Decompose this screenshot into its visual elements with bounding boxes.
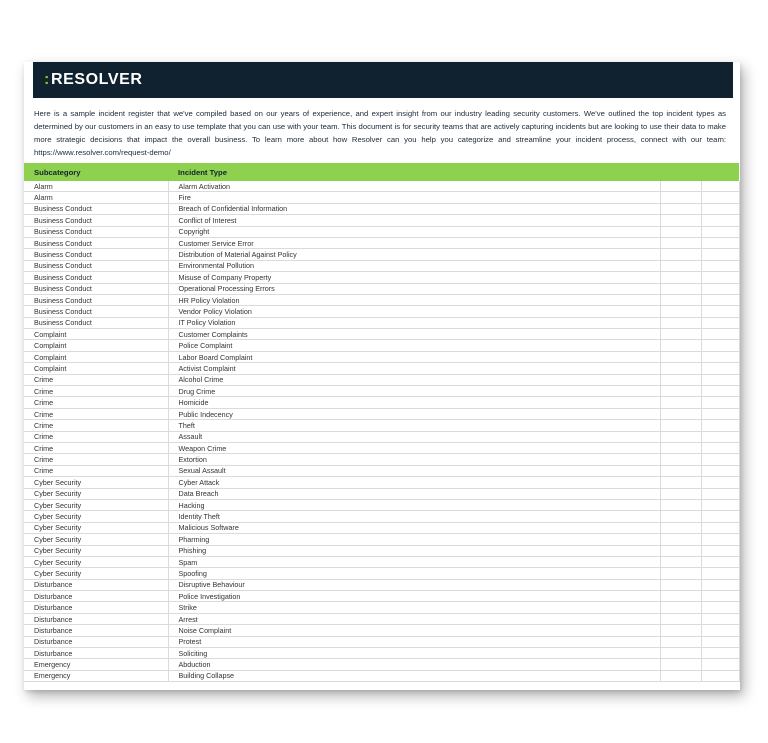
subcategory-cell: Business Conduct — [24, 283, 168, 294]
empty-cell — [701, 374, 739, 385]
subcategory-cell: Business Conduct — [24, 272, 168, 283]
table-row — [24, 181, 739, 192]
table-row — [24, 306, 739, 317]
empty-cell — [660, 408, 701, 419]
empty-cell — [660, 488, 701, 499]
table-row — [24, 454, 739, 465]
empty-cell — [660, 545, 701, 556]
incident-type-cell: Disruptive Behaviour — [168, 579, 660, 590]
table-row — [24, 591, 739, 602]
empty-cell — [701, 181, 739, 192]
table-body — [24, 181, 739, 682]
empty-cell — [660, 397, 701, 408]
empty-cell — [660, 294, 701, 305]
empty-cell — [660, 237, 701, 248]
empty-cell — [701, 420, 739, 431]
subcategory-cell: Business Conduct — [24, 306, 168, 317]
empty-cell — [701, 499, 739, 510]
table-row — [24, 602, 739, 613]
empty-cell — [701, 386, 739, 397]
incident-type-cell: Data Breach — [168, 488, 660, 499]
table-row — [24, 283, 739, 294]
table-row — [24, 203, 739, 214]
subcategory-cell: Crime — [24, 374, 168, 385]
table-row — [24, 351, 739, 362]
empty-cell — [701, 636, 739, 647]
table-row — [24, 408, 739, 419]
empty-cell — [701, 408, 739, 419]
subcategory-cell: Cyber Security — [24, 511, 168, 522]
incident-type-cell: Hacking — [168, 499, 660, 510]
incident-type-cell: Strike — [168, 602, 660, 613]
table-row — [24, 488, 739, 499]
incident-type-cell: Spam — [168, 556, 660, 567]
table-row — [24, 237, 739, 248]
subcategory-cell: Crime — [24, 431, 168, 442]
empty-cell — [660, 192, 701, 203]
empty-cell — [701, 477, 739, 488]
empty-cell — [660, 386, 701, 397]
subcategory-cell: Alarm — [24, 192, 168, 203]
empty-cell — [660, 260, 701, 271]
subcategory-cell: Crime — [24, 465, 168, 476]
empty-cell — [660, 249, 701, 260]
empty-cell — [701, 556, 739, 567]
incident-type-cell: Public Indecency — [168, 408, 660, 419]
table-row — [24, 363, 739, 374]
incident-type-cell: Pharming — [168, 534, 660, 545]
incident-type-cell: Police Investigation — [168, 591, 660, 602]
subcategory-cell: Alarm — [24, 181, 168, 192]
empty-cell — [660, 420, 701, 431]
table-row — [24, 397, 739, 408]
empty-cell — [701, 192, 739, 203]
subcategory-cell: Cyber Security — [24, 522, 168, 533]
subcategory-cell: Crime — [24, 420, 168, 431]
empty-cell — [701, 591, 739, 602]
empty-cell — [660, 511, 701, 522]
subcategory-cell: Business Conduct — [24, 237, 168, 248]
incident-type-cell: Activist Complaint — [168, 363, 660, 374]
subcategory-cell: Disturbance — [24, 602, 168, 613]
empty-cell — [660, 625, 701, 636]
subcategory-cell: Disturbance — [24, 636, 168, 647]
empty-cell — [701, 511, 739, 522]
table-row — [24, 215, 739, 226]
incident-type-cell: Soliciting — [168, 648, 660, 659]
subcategory-cell: Business Conduct — [24, 215, 168, 226]
incident-type-cell: Extortion — [168, 454, 660, 465]
empty-cell — [701, 659, 739, 670]
table-header-row — [24, 163, 739, 181]
incident-type-cell: Customer Complaints — [168, 329, 660, 340]
subcategory-cell: Disturbance — [24, 579, 168, 590]
subcategory-cell: Crime — [24, 454, 168, 465]
empty-cell — [701, 215, 739, 226]
subcategory-cell: Cyber Security — [24, 499, 168, 510]
empty-cell — [701, 454, 739, 465]
table-row — [24, 636, 739, 647]
empty-cell — [660, 465, 701, 476]
resolver-logo — [44, 72, 143, 88]
incident-type-cell: Distribution of Material Against Policy — [168, 249, 660, 260]
resolver-logo-banner — [33, 62, 733, 98]
incident-type-cell: Copyright — [168, 226, 660, 237]
empty-cell — [660, 215, 701, 226]
subcategory-cell: Crime — [24, 442, 168, 453]
subcategory-cell: Business Conduct — [24, 260, 168, 271]
empty-cell — [701, 613, 739, 624]
subcategory-cell: Cyber Security — [24, 534, 168, 545]
table-row — [24, 625, 739, 636]
table-row — [24, 613, 739, 624]
table-row — [24, 294, 739, 305]
subcategory-cell: Complaint — [24, 340, 168, 351]
empty-cell — [701, 351, 739, 362]
empty-cell — [660, 329, 701, 340]
table-row — [24, 522, 739, 533]
incident-type-cell: Police Complaint — [168, 340, 660, 351]
empty-cell — [701, 363, 739, 374]
incident-type-cell: Breach of Confidential Information — [168, 203, 660, 214]
empty-cell — [701, 534, 739, 545]
table-row — [24, 670, 739, 681]
empty-cell — [660, 306, 701, 317]
subcategory-cell: Crime — [24, 386, 168, 397]
table-row — [24, 260, 739, 271]
column-header-empty-1 — [660, 163, 701, 181]
empty-cell — [701, 488, 739, 499]
subcategory-cell: Cyber Security — [24, 568, 168, 579]
incident-type-cell: Sexual Assault — [168, 465, 660, 476]
incident-type-cell: Alcohol Crime — [168, 374, 660, 385]
empty-cell — [660, 556, 701, 567]
empty-cell — [660, 317, 701, 328]
empty-cell — [701, 294, 739, 305]
empty-cell — [660, 522, 701, 533]
empty-cell — [701, 465, 739, 476]
incident-type-cell: Arrest — [168, 613, 660, 624]
empty-cell — [701, 340, 739, 351]
subcategory-cell: Complaint — [24, 363, 168, 374]
empty-cell — [660, 283, 701, 294]
subcategory-cell: Disturbance — [24, 648, 168, 659]
empty-cell — [660, 659, 701, 670]
empty-cell — [660, 351, 701, 362]
table-row — [24, 499, 739, 510]
column-header-empty-2 — [701, 163, 739, 181]
table-row — [24, 442, 739, 453]
incident-type-cell: Protest — [168, 636, 660, 647]
incident-type-cell: Cyber Attack — [168, 477, 660, 488]
logo-colon-mark: : — [44, 71, 50, 88]
empty-cell — [701, 397, 739, 408]
empty-cell — [701, 602, 739, 613]
empty-cell — [660, 340, 701, 351]
empty-cell — [701, 249, 739, 260]
table-row — [24, 272, 739, 283]
empty-cell — [701, 329, 739, 340]
incident-type-cell: Alarm Activation — [168, 181, 660, 192]
empty-cell — [701, 317, 739, 328]
empty-cell — [660, 226, 701, 237]
empty-cell — [660, 534, 701, 545]
subcategory-cell: Cyber Security — [24, 488, 168, 499]
table-row — [24, 249, 739, 260]
empty-cell — [701, 442, 739, 453]
empty-cell — [660, 454, 701, 465]
incident-type-cell: Abduction — [168, 659, 660, 670]
table-row — [24, 465, 739, 476]
incident-type-cell: Misuse of Company Property — [168, 272, 660, 283]
empty-cell — [701, 226, 739, 237]
incident-type-cell: Noise Complaint — [168, 625, 660, 636]
subcategory-cell: Disturbance — [24, 625, 168, 636]
incident-type-cell: HR Policy Violation — [168, 294, 660, 305]
subcategory-cell: Business Conduct — [24, 203, 168, 214]
empty-cell — [660, 648, 701, 659]
empty-cell — [660, 579, 701, 590]
table-row — [24, 545, 739, 556]
empty-cell — [701, 260, 739, 271]
incident-type-cell: Identity Theft — [168, 511, 660, 522]
table-row — [24, 340, 739, 351]
column-header-incident-type: Incident Type — [168, 163, 660, 181]
subcategory-cell: Cyber Security — [24, 477, 168, 488]
incident-type-cell: IT Policy Violation — [168, 317, 660, 328]
subcategory-cell: Business Conduct — [24, 294, 168, 305]
empty-cell — [660, 568, 701, 579]
empty-cell — [660, 636, 701, 647]
empty-cell — [660, 442, 701, 453]
document-page — [24, 62, 740, 690]
intro-paragraph: Here is a sample incident register that we've compiled based on our years of experience, and expert insight from our industry leading security customers. We've outlined the top incident types as determined by our customers in an easy to use template that you can use with your team. This document is for security teams that are actively capturing incidents but are looking to use their data to make more strategic decisions that impact the overall business. To learn more about how Resolver can you help you categorize and streamline your incident process, connect with our team: https://www.resolver.com/request-demo/ — [34, 109, 726, 157]
empty-cell — [660, 363, 701, 374]
subcategory-cell: Crime — [24, 408, 168, 419]
empty-cell — [701, 203, 739, 214]
empty-cell — [701, 522, 739, 533]
incident-type-cell: Conflict of Interest — [168, 215, 660, 226]
incident-type-cell: Building Collapse — [168, 670, 660, 681]
subcategory-cell: Emergency — [24, 670, 168, 681]
table-row — [24, 659, 739, 670]
incident-type-cell: Drug Crime — [168, 386, 660, 397]
subcategory-cell: Cyber Security — [24, 545, 168, 556]
empty-cell — [660, 670, 701, 681]
table-row — [24, 511, 739, 522]
subcategory-cell: Cyber Security — [24, 556, 168, 567]
table-row — [24, 317, 739, 328]
incident-type-cell: Vendor Policy Violation — [168, 306, 660, 317]
incident-type-cell: Theft — [168, 420, 660, 431]
empty-cell — [701, 272, 739, 283]
table-row — [24, 477, 739, 488]
empty-cell — [660, 181, 701, 192]
incident-type-cell: Labor Board Complaint — [168, 351, 660, 362]
incident-type-cell: Operational Processing Errors — [168, 283, 660, 294]
incident-type-cell: Customer Service Error — [168, 237, 660, 248]
table-row — [24, 579, 739, 590]
table-row — [24, 431, 739, 442]
incident-type-cell: Homicide — [168, 397, 660, 408]
subcategory-cell: Complaint — [24, 351, 168, 362]
table-row — [24, 648, 739, 659]
empty-cell — [660, 431, 701, 442]
subcategory-cell: Complaint — [24, 329, 168, 340]
empty-cell — [701, 625, 739, 636]
empty-cell — [660, 272, 701, 283]
incident-type-cell: Fire — [168, 192, 660, 203]
incident-type-cell: Environmental Pollution — [168, 260, 660, 271]
empty-cell — [660, 499, 701, 510]
subcategory-cell: Disturbance — [24, 613, 168, 624]
table-row — [24, 420, 739, 431]
subcategory-cell: Disturbance — [24, 591, 168, 602]
empty-cell — [701, 568, 739, 579]
empty-cell — [660, 613, 701, 624]
table-row — [24, 192, 739, 203]
empty-cell — [701, 283, 739, 294]
empty-cell — [701, 306, 739, 317]
table-row — [24, 556, 739, 567]
subcategory-cell: Emergency — [24, 659, 168, 670]
subcategory-cell: Business Conduct — [24, 226, 168, 237]
incident-register-table — [24, 163, 740, 682]
empty-cell — [660, 602, 701, 613]
table-row — [24, 386, 739, 397]
empty-cell — [701, 237, 739, 248]
empty-cell — [701, 545, 739, 556]
table-row — [24, 329, 739, 340]
empty-cell — [660, 591, 701, 602]
empty-cell — [701, 431, 739, 442]
subcategory-cell: Business Conduct — [24, 317, 168, 328]
empty-cell — [660, 374, 701, 385]
empty-cell — [660, 203, 701, 214]
incident-type-cell: Weapon Crime — [168, 442, 660, 453]
empty-cell — [660, 477, 701, 488]
subcategory-cell: Business Conduct — [24, 249, 168, 260]
subcategory-cell: Crime — [24, 397, 168, 408]
incident-type-cell: Assault — [168, 431, 660, 442]
table-row — [24, 226, 739, 237]
column-header-subcategory: Subcategory — [24, 163, 168, 181]
empty-cell — [701, 579, 739, 590]
incident-type-cell: Malicious Software — [168, 522, 660, 533]
incident-type-cell: Phishing — [168, 545, 660, 556]
logo-wordmark: RESOLVER — [50, 71, 143, 88]
incident-type-cell: Spoofing — [168, 568, 660, 579]
empty-cell — [701, 670, 739, 681]
empty-cell — [701, 648, 739, 659]
table-row — [24, 568, 739, 579]
table-row — [24, 534, 739, 545]
table-row — [24, 374, 739, 385]
